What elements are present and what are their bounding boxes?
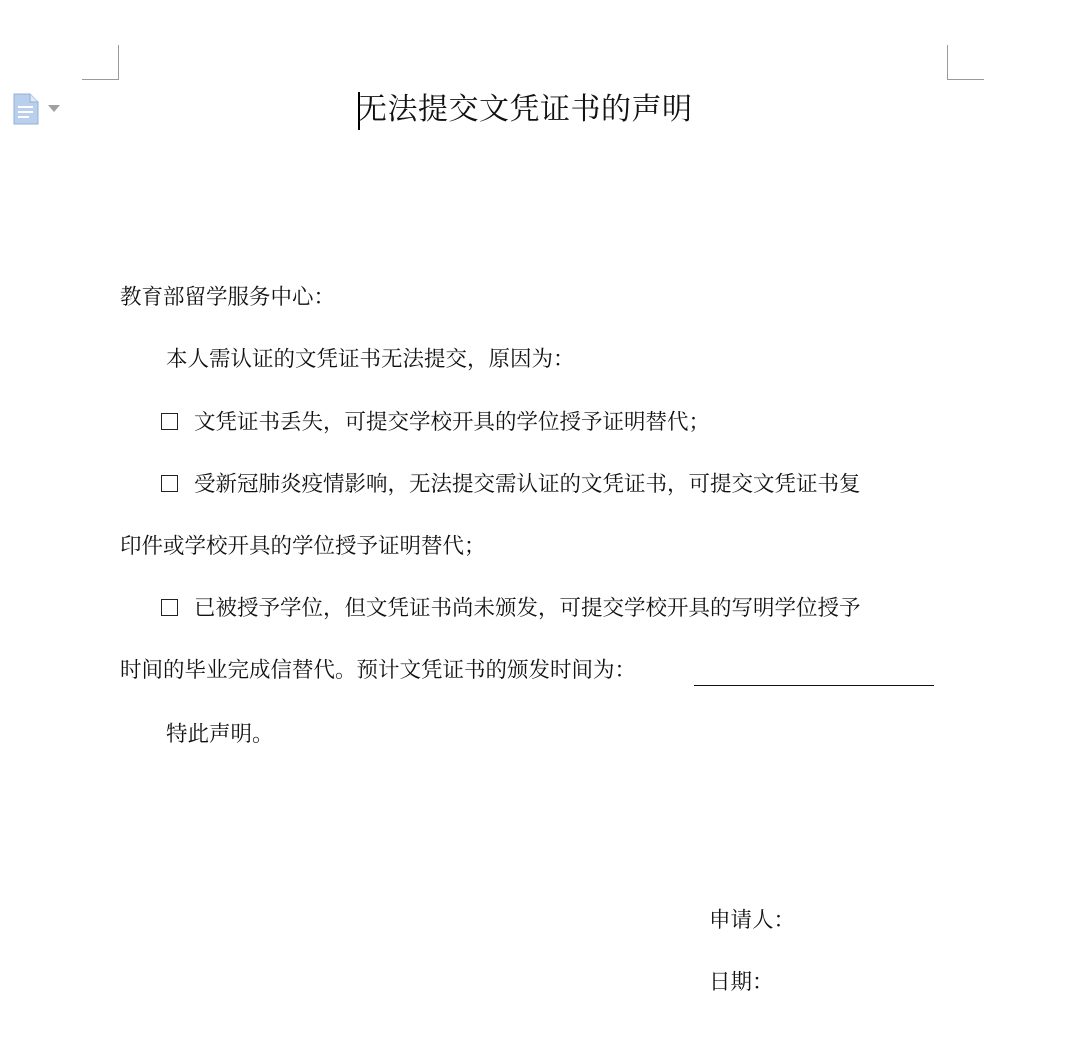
issue-date-blank[interactable] xyxy=(694,685,934,686)
option-3-checkbox[interactable] xyxy=(161,599,178,616)
intro-paragraph: 本人需认证的文凭证书无法提交，原因为： xyxy=(166,347,575,372)
option-1 xyxy=(161,408,710,438)
document-menu-button[interactable] xyxy=(12,93,64,125)
option-2 xyxy=(161,470,861,500)
option-1-text: 文凭证书丢失，可提交学校开具的学位授予证明替代； xyxy=(194,410,711,435)
option-2-checkbox[interactable] xyxy=(161,475,178,492)
option-2-continuation: 印件或学校开具的学位授予证明替代； xyxy=(120,534,486,559)
option-2-text: 受新冠肺炎疫情影响，无法提交需认证的文凭证书，可提交文凭证书复 xyxy=(194,472,861,497)
option-3-text: 已被授予学位，但文凭证书尚未颁发，可提交学校开具的写明学位授予 xyxy=(194,596,861,621)
option-1-checkbox[interactable] xyxy=(161,413,178,430)
applicant-label: 申请人： xyxy=(709,908,796,933)
page-corner-top-right xyxy=(947,45,984,80)
option-3 xyxy=(161,594,861,624)
document-icon xyxy=(12,93,40,125)
addressee: 教育部留学服务中心： xyxy=(120,285,336,310)
page-corner-top-left xyxy=(82,45,119,80)
date-label: 日期： xyxy=(709,970,774,995)
option-3-continuation: 时间的毕业完成信替代。预计文凭证书的颁发时间为： xyxy=(120,658,637,683)
dropdown-arrow-icon xyxy=(48,105,60,113)
closing-statement: 特此声明。 xyxy=(166,722,274,747)
document-title[interactable]: 无法提交文凭证书的声明 xyxy=(357,92,693,127)
